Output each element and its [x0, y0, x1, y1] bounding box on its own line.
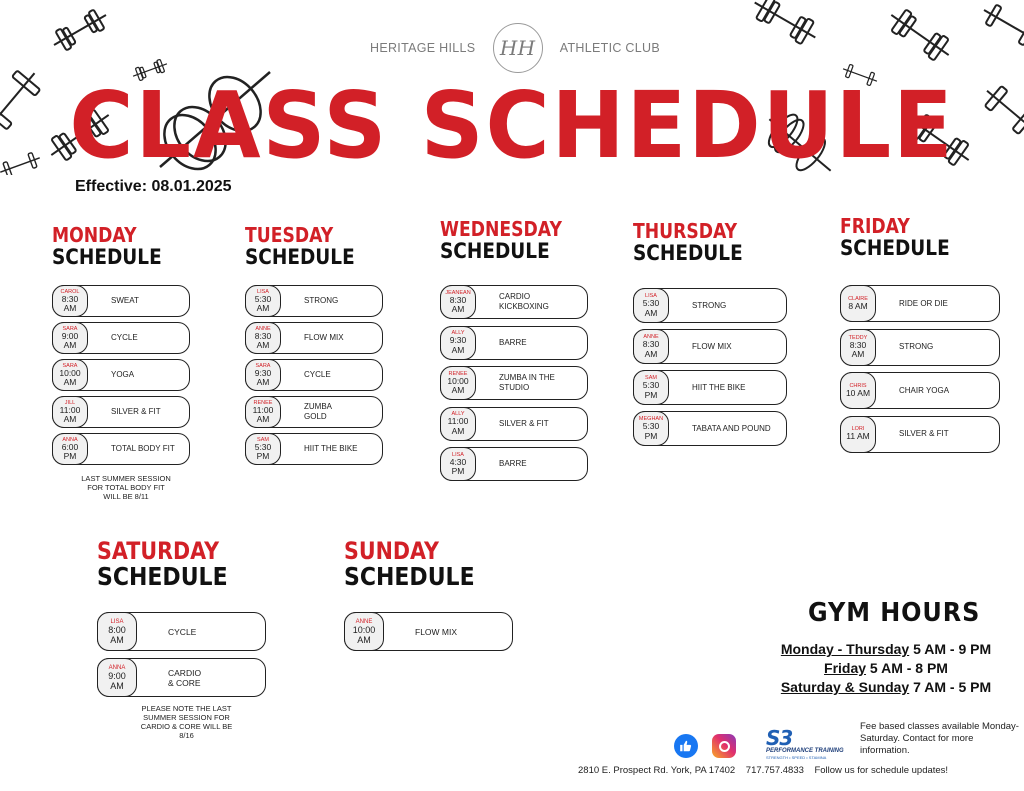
class-time: 8:30 AM — [61, 293, 79, 313]
gym-hours-days: Friday — [824, 660, 867, 676]
day-name: TUESDAY — [245, 223, 334, 247]
class-time-tab — [440, 447, 476, 481]
class-name: SILVER & FIT — [499, 418, 549, 428]
instructor-name: SARA — [62, 362, 78, 369]
dumbbell-icon — [748, 0, 822, 49]
class-time-tab — [245, 396, 281, 428]
instructor-name: JEANEAN — [445, 289, 471, 296]
club-brand — [370, 36, 660, 60]
instructor-name: ALLY — [451, 330, 465, 336]
instructor-name: SARA — [255, 362, 271, 369]
class-time: 8:30 AM — [642, 339, 660, 359]
partner-name: PERFORMANCE TRAINING — [766, 748, 844, 754]
phone: 717.757.4833 — [745, 765, 804, 776]
class-name: CARDIO & CORE — [168, 667, 202, 688]
wednesday-class-item — [440, 326, 588, 360]
class-name: ZUMBA GOLD — [304, 402, 332, 421]
class-name: YOGA — [111, 370, 135, 379]
class-time: 8:30 AM — [849, 339, 867, 359]
friday-class-item — [840, 285, 1000, 322]
monday-class-item — [52, 359, 190, 391]
instructor-name: LISA — [645, 293, 657, 299]
gym-hours-time: 5 AM - 9 PM — [909, 641, 992, 657]
instructor-name: ALLY — [451, 411, 465, 417]
thursday-heading — [633, 220, 758, 264]
class-name: CYCLE — [304, 370, 331, 379]
class-time: 11:00 AM — [59, 404, 81, 424]
tuesday-class-item — [245, 322, 383, 354]
day-schedule-label: SCHEDULE — [245, 245, 355, 269]
instructor-name: LISA — [257, 288, 269, 295]
wednesday-class-item — [440, 285, 588, 319]
dumbbell-icon — [979, 0, 1024, 49]
class-name: CHAIR YOGA — [899, 385, 950, 395]
day-name: SATURDAY — [97, 537, 220, 565]
tuesday-heading — [245, 224, 370, 268]
class-time-tab — [245, 322, 281, 354]
class-time-tab — [245, 285, 281, 317]
monday-class-item — [52, 433, 190, 465]
day-name: SUNDAY — [344, 537, 439, 565]
instructor-name: TEDDY — [848, 334, 868, 341]
class-time-tab — [840, 285, 876, 322]
fee-note: Fee based classes available Monday- Saturday. Contact for more information. — [860, 721, 1019, 756]
class-time: 11:00 AM — [447, 416, 469, 436]
class-name: HIIT THE BIKE — [692, 382, 746, 392]
class-time-tab — [840, 416, 876, 453]
saturday-note: PLEASE NOTE THE LAST SUMMER SESSION FOR CARDIO & CORE WILL BE 8/16 — [140, 704, 233, 740]
class-time: 5:30 PM — [642, 380, 660, 400]
gym-hours-row — [758, 659, 1014, 678]
class-time-tab — [97, 612, 137, 651]
club-name-right: ATHLETIC CLUB — [559, 41, 660, 55]
instructor-name: LISA — [452, 451, 464, 458]
instructor-name: SARA — [62, 325, 78, 332]
class-time: 9:00 AM — [108, 670, 126, 691]
gym-hours-days: Monday - Thursday — [780, 641, 910, 657]
instructor-name: ANNE — [255, 325, 271, 332]
class-time: 11:00 AM — [252, 404, 274, 424]
day-name: MONDAY — [52, 223, 137, 247]
class-name: RIDE OR DIE — [899, 298, 948, 308]
class-name: SILVER & FIT — [111, 407, 161, 416]
tuesday-class-item — [245, 359, 383, 391]
class-time-tab — [633, 288, 669, 323]
follow-text: Follow us for schedule updates! — [814, 765, 949, 776]
saturday-heading — [97, 538, 245, 590]
instructor-name: RENEE — [448, 370, 468, 377]
address: 2810 E. Prospect Rd. York, PA 17402 — [578, 765, 736, 776]
class-time: 4:30 PM — [449, 456, 467, 476]
wednesday-class-item — [440, 366, 588, 400]
partner-mark: S3 — [766, 726, 793, 750]
friday-heading — [840, 215, 965, 259]
day-schedule-label: SCHEDULE — [840, 236, 950, 260]
gym-hours-title: GYM HOURS — [808, 598, 981, 628]
class-name: SILVER & FIT — [899, 429, 949, 438]
class-name: BARRE — [499, 459, 527, 468]
monday-heading — [52, 224, 177, 268]
instructor-name: ANNE — [643, 334, 659, 340]
gym-hours-row — [758, 678, 1014, 697]
class-time: 10 AM — [845, 387, 871, 398]
class-time: 5:30 AM — [254, 293, 272, 313]
tuesday-class-item — [245, 433, 383, 465]
class-time: 11 AM — [846, 431, 870, 442]
gym-hours-time: 5 AM - 8 PM — [866, 660, 948, 676]
day-schedule-label: SCHEDULE — [344, 562, 475, 591]
class-name: TOTAL BODY FIT — [111, 444, 175, 453]
saturday-class-item — [97, 612, 266, 651]
class-time-tab — [633, 329, 669, 364]
sunday-class-item — [344, 612, 513, 651]
class-name: FLOW MIX — [415, 626, 458, 637]
class-name: STRONG — [899, 342, 934, 351]
class-name: HIIT THE BIKE — [304, 444, 358, 453]
instagram-icon[interactable] — [712, 734, 736, 758]
class-time-tab — [245, 359, 281, 391]
class-time: 9:30 AM — [449, 335, 467, 355]
class-time-tab — [440, 407, 476, 441]
class-time-tab — [52, 285, 88, 317]
class-name: ZUMBA IN THE STUDIO — [499, 373, 555, 392]
class-time-tab — [97, 658, 137, 697]
instructor-name: SAM — [257, 436, 269, 443]
instructor-name: MEGHAN — [638, 416, 664, 422]
class-time-tab — [52, 359, 88, 391]
instructor-name: ANNA — [108, 664, 126, 671]
sunday-heading — [344, 538, 492, 590]
thursday-class-item — [633, 411, 787, 446]
day-name: FRIDAY — [840, 214, 910, 238]
monday-class-item — [52, 396, 190, 428]
class-name: FLOW MIX — [304, 333, 344, 342]
class-time: 6:00 PM — [61, 441, 79, 461]
thursday-class-item — [633, 370, 787, 405]
class-time-tab — [52, 433, 88, 465]
instructor-name: LISA — [110, 618, 124, 625]
instructor-name: CAROL — [60, 288, 80, 295]
class-name: FLOW MIX — [692, 341, 732, 351]
tuesday-class-item — [245, 396, 383, 428]
instructor-name: CHRIS — [849, 382, 867, 389]
class-name: CYCLE — [168, 626, 197, 637]
class-time: 5:30 PM — [254, 441, 272, 461]
friday-class-item — [840, 329, 1000, 366]
class-time: 9:30 AM — [254, 367, 272, 387]
class-time: 10:00 AM — [59, 367, 81, 387]
tuesday-class-item — [245, 285, 383, 317]
instructor-name: ANNA — [62, 436, 78, 443]
dumbbell-icon — [884, 4, 956, 65]
class-time-tab — [840, 372, 876, 409]
class-name: TABATA AND POUND — [692, 423, 771, 433]
class-time: 8:30 AM — [254, 330, 272, 350]
class-time-tab — [633, 370, 669, 405]
instructor-name: CLAIRE — [848, 295, 868, 302]
class-time-tab — [344, 612, 384, 651]
friday-class-item — [840, 416, 1000, 453]
class-time-tab — [52, 396, 88, 428]
saturday-class-item — [97, 658, 266, 697]
wednesday-class-item — [440, 447, 588, 481]
page-title: CLASS SCHEDULE — [69, 72, 955, 179]
class-time-tab — [52, 322, 88, 354]
day-schedule-label: SCHEDULE — [440, 239, 550, 263]
class-time: 8:30 AM — [449, 294, 467, 314]
instructor-name: LORI — [851, 426, 865, 433]
day-name: WEDNESDAY — [440, 217, 562, 241]
facebook-icon[interactable] — [674, 734, 698, 758]
gym-hours-time: 7 AM - 5 PM — [909, 679, 992, 695]
class-time-tab — [440, 326, 476, 360]
class-name: SWEAT — [111, 296, 139, 305]
class-time: 8 AM — [848, 300, 868, 311]
wednesday-class-item — [440, 407, 588, 441]
effective-date: Effective: 08.01.2025 — [75, 178, 232, 195]
class-name: BARRE — [499, 337, 527, 347]
class-time: 8:00 AM — [108, 624, 126, 645]
day-schedule-label: SCHEDULE — [97, 562, 228, 591]
class-time-tab — [440, 366, 476, 400]
partner-logo — [766, 728, 844, 764]
class-time: 9:00 AM — [61, 330, 79, 350]
class-name: CARDIO KICKBOXING — [499, 292, 549, 311]
monday-class-item — [52, 285, 190, 317]
class-time: 10:00 AM — [447, 375, 469, 395]
instructor-name: JILL — [64, 399, 76, 406]
class-name: STRONG — [692, 300, 727, 310]
monday-note: LAST SUMMER SESSION FOR TOTAL BODY FIT WILL BE 8/11 — [81, 474, 171, 501]
gym-hours-row — [758, 640, 1014, 659]
instructor-name: ANNE — [355, 618, 373, 625]
day-schedule-label: SCHEDULE — [52, 245, 162, 269]
day-name: THURSDAY — [633, 219, 738, 243]
class-time-tab — [840, 329, 876, 366]
class-name: CYCLE — [111, 333, 138, 342]
class-name: STRONG — [304, 296, 339, 305]
instructor-name: SAM — [645, 375, 657, 381]
class-time: 5:30 AM — [642, 298, 660, 318]
class-time: 10:00 AM — [352, 624, 376, 645]
club-logo: HH — [493, 23, 543, 73]
instructor-name: RENEE — [253, 399, 273, 406]
footer-contact — [578, 765, 948, 776]
wednesday-heading — [440, 218, 582, 262]
monday-class-item — [52, 322, 190, 354]
thursday-class-item — [633, 288, 787, 323]
class-time-tab — [633, 411, 669, 446]
class-time-tab — [245, 433, 281, 465]
gym-hours-days: Saturday & Sunday — [780, 679, 910, 695]
class-time-tab — [440, 285, 476, 319]
gym-hours-list — [758, 640, 1014, 697]
class-time: 5:30 PM — [642, 421, 660, 441]
partner-tagline: STRENGTH • SPEED • STAMINA — [766, 755, 827, 760]
dumbbell-icon — [49, 5, 112, 54]
day-schedule-label: SCHEDULE — [633, 241, 743, 265]
thursday-class-item — [633, 329, 787, 364]
friday-class-item — [840, 372, 1000, 409]
club-name-left: HERITAGE HILLS — [370, 41, 476, 55]
